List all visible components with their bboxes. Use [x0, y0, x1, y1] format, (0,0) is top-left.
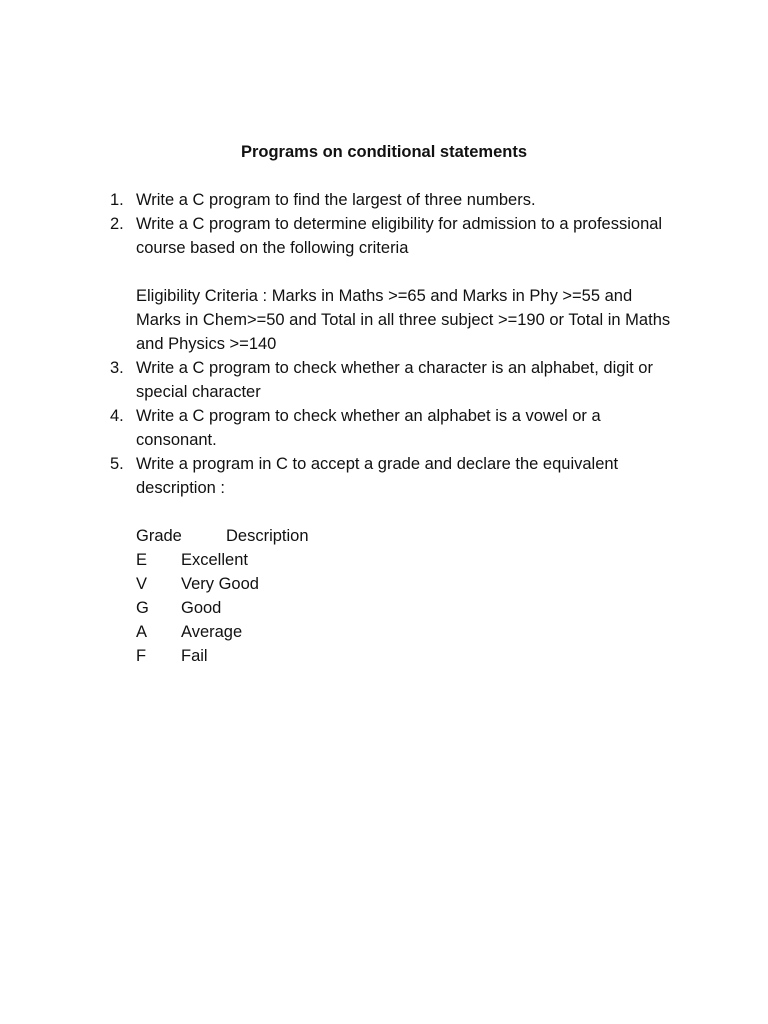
spacer [136, 500, 680, 524]
grade-description: Average [181, 623, 243, 641]
grade-table-header [136, 524, 680, 548]
spacer [136, 260, 680, 284]
grade-letter: V [136, 575, 148, 593]
grade-row [136, 596, 680, 620]
list-item [110, 356, 680, 404]
grade-row [136, 548, 680, 572]
item-text: Write a C program to find the largest of three numbers. [136, 191, 536, 209]
grade-letter: G [136, 599, 149, 617]
grade-letter: A [136, 623, 148, 641]
grade-description: Good [181, 599, 222, 617]
eligibility-criteria: Eligibility Criteria : Marks in Maths >=65 and Marks in Phy >=55 and Marks in Chem>=50 and Total in all three subject >=190 or Total in Maths and Physics >=140 [136, 287, 671, 353]
grade-row [136, 644, 680, 668]
item-number: 5. [110, 455, 124, 473]
item-text: Write a program in C to accept a grade and declare the equivalent description : [136, 455, 619, 497]
grade-letter: E [136, 551, 148, 569]
item-number: 3. [110, 359, 124, 377]
list-item [110, 452, 680, 668]
item-number: 1. [110, 191, 124, 209]
page-title: Programs on conditional statements [240, 143, 528, 161]
grade-description: Very Good [181, 575, 259, 593]
grade-description: Fail [181, 647, 208, 665]
exercise-list [110, 188, 680, 668]
grade-letter: F [136, 647, 147, 665]
item-number: 2. [110, 215, 124, 233]
item-text: Write a C program to determine eligibility for admission to a professional course based on the following criteria [136, 215, 663, 257]
grade-description: Excellent [181, 551, 248, 569]
item-text: Write a C program to check whether an alphabet is a vowel or a consonant. [136, 407, 601, 449]
grade-row [136, 620, 680, 644]
list-item [110, 188, 680, 212]
description-header-label: Description [226, 527, 309, 545]
list-item [110, 404, 680, 452]
grade-table [136, 524, 680, 668]
item-number: 4. [110, 407, 124, 425]
grade-row [136, 572, 680, 596]
list-item [110, 212, 680, 356]
item-text: Write a C program to check whether a character is an alphabet, digit or special character [136, 359, 653, 401]
grade-header-label: Grade [136, 527, 182, 545]
